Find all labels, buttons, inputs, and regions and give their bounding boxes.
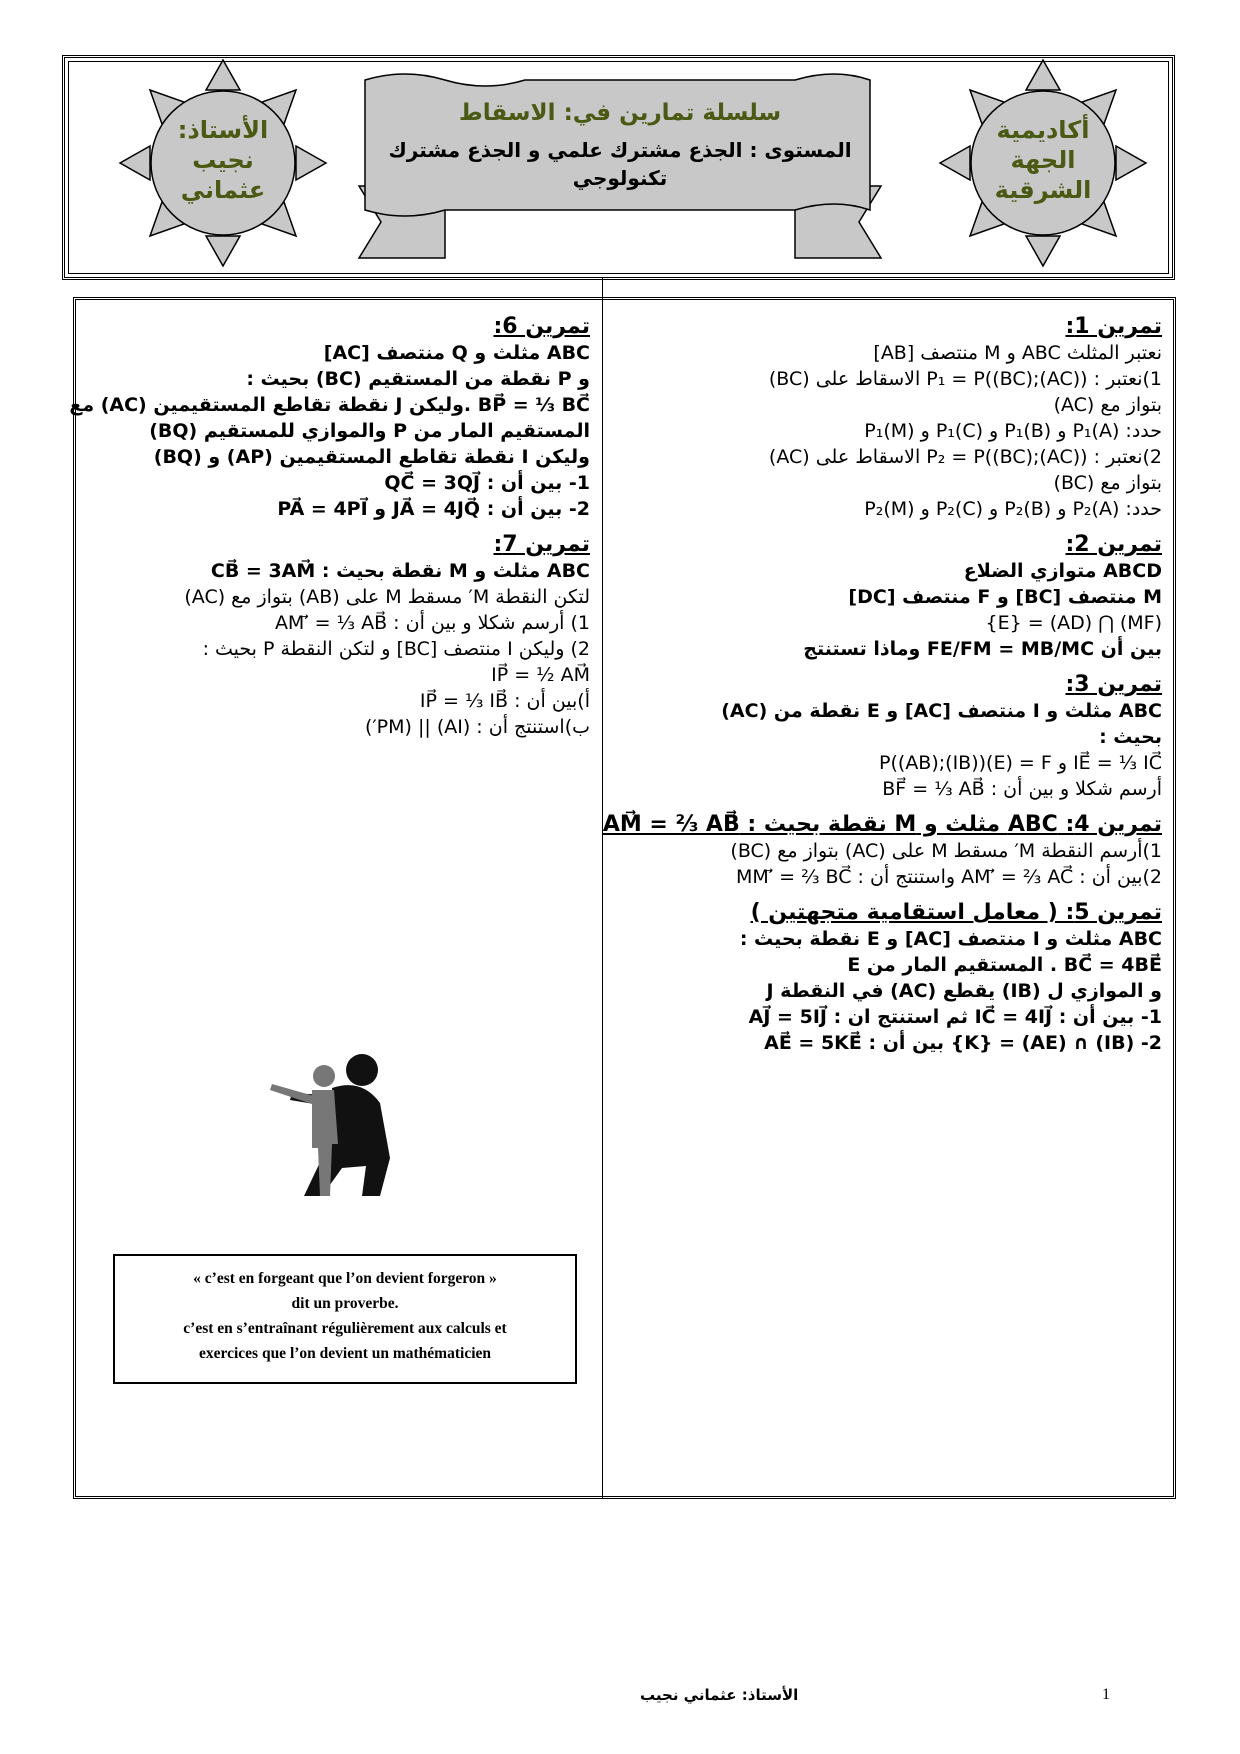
teacher-child-silhouette [262,1048,422,1198]
exercise-line: وليكن I نقطة تقاطع المستقيمين (AP) و (BQ) [153,446,590,468]
exercise-line: بحيث : [1099,726,1162,748]
exercise-line: ABC مثلث و I منتصف [AC] و E نقطة بحيث : [739,928,1162,950]
exercise-line: و الموازي ل (IB) يقطع (AC) في النقطة J [766,980,1162,1002]
badge-ray [1026,60,1060,90]
exercise-line: ABC مثلث و I منتصف [AC] و E نقطة من (AC) [721,700,1162,722]
exercise-line: بتواز مع (AC) [1053,394,1162,416]
level-line-1: المستوى : الجذع مشترك علمي و الجذع مشترك [388,138,852,162]
exercise-line: نعتبر المثلث ABC و M منتصف [AB] [873,342,1162,364]
proverb-line: « c’est en forgeant que l’on devient forgeron » [193,1270,497,1287]
exercise-line: بين أن FE/FM = MB/MC وماذا تستنتج [803,638,1162,660]
exercise-line: بتواز مع (BC) [1053,472,1162,494]
exercise-line: 2) وليكن I منتصف [BC] و لتكن النقطة P بحيث : [202,638,590,660]
exercise-line: حدد: P₁(A) و P₁(B) و P₁(C) و P₁(M) [864,420,1162,442]
level-line-2: تكنولوجي [572,166,668,190]
exercise-line: 2)نعتبر : P₂ = P((BC);(AC)) الاسقاط على (AC) [768,446,1162,468]
footer-teacher: الأستاذ: عثماني نجيب [640,1686,799,1704]
exercise-line: 1- بين أن : QC⃗ = 3QJ⃗ [384,472,590,494]
badge-ray [1026,236,1060,266]
exercise-line: لتكن النقطة M′ مسقط M على (AB) بتواز مع (AC) [184,586,590,608]
right-column [602,314,1162,1056]
proverb-line: c’est en s’entraînant régulièrement aux calculs et [183,1320,507,1337]
exercise-line: (MF) ⋂ (AD) = {E} [985,612,1162,634]
exercise-line: 1)نعتبر : P₁ = P((BC);(AC)) الاسقاط على (BC) [768,368,1162,390]
exercise-line: و P نقطة من المستقيم (BC) بحيث : [246,368,590,390]
exercise-heading: تمرين 1: [1065,314,1162,339]
academy-badge-text: أكاديمية الجهة الشرقية [994,116,1092,204]
exercise-line: 2)بين أن : AM′⃗ = ⅔ AC⃗ واستنتج أن : MM′⃗ = ⅔ BC⃗ [735,866,1162,888]
exercise-line: المستقيم المار من P والموازي للمستقيم (BQ) [149,420,590,442]
exercise-line: أ)بين أن : IP⃗ = ⅓ IB⃗ [419,690,590,712]
exercise-heading: تمرين 4: ABC مثلث و M نقطة بحيث : AM⃗ = ⅔ AB⃗ [602,812,1162,837]
exercise-line: 1)أرسم النقطة M′ مسقط M على (AC) بتواز مع (BC) [730,840,1162,862]
proverb-line: dit un proverbe. [291,1295,399,1312]
exercise-line: IP⃗ = ½ AM⃗ [491,664,590,686]
exercise-line: ب)استنتج أن : (AI) || (PM′) [364,716,590,738]
teacher-badge-text: الأستاذ: نجيب عثماني [177,116,269,204]
exercise-line: 1) أرسم شكلا و بين أن : AM′⃗ = ⅓ AB⃗ [274,612,590,634]
proverb-box [113,1254,577,1384]
series-title: سلسلة تمارين في: الاسقاط [458,100,782,126]
exercise-line: M منتصف [BC] و F منتصف [DC] [848,586,1162,608]
exercise-line: ABC مثلث و M نقطة بحيث : CB⃗ = 3AM⃗ [210,560,590,582]
exercise-line: BC⃗ = 4BE⃗ . المستقيم المار من E [847,954,1162,976]
exercise-line: 2- بين أن : JA⃗ = 4JQ⃗ و PA⃗ = 4PI⃗ [277,498,590,520]
exercise-line: حدد: P₂(A) و P₂(B) و P₂(C) و P₂(M) [864,498,1162,520]
exercise-line: 2- (IB) ∩ (AE) = {K} بين أن : AE⃗ = 5KE⃗ [764,1032,1162,1054]
exercise-heading: تمرين 2: [1065,532,1162,557]
exercise-line: أرسم شكلا و بين أن : BF⃗ = ⅓ AB⃗ [882,778,1162,800]
page-number: 1 [1102,1686,1110,1703]
badge-ray [206,236,240,266]
exercise-line: BP⃗ = ⅓ BC⃗ .وليكن J نقطة تقاطع المستقيمين (AC) مع [69,394,590,416]
column-divider [602,278,603,1499]
exercise-heading: تمرين 7: [493,532,590,557]
exercise-heading: تمرين 6: [493,314,590,339]
proverb-line: exercices que l’on devient un mathématicien [198,1345,492,1362]
exercise-line: ABC مثلث و Q منتصف [AC] [323,342,590,364]
badge-ray [206,60,240,90]
exercise-line: IE⃗ = ⅓ IC⃗ و P((AB);(IB))(E) = F [879,752,1162,774]
exercise-heading: تمرين 5: ( معامل استقامية متجهتين ) [750,900,1162,925]
exercise-heading: تمرين 3: [1065,672,1162,697]
left-column [69,314,590,740]
exercise-line: 1- بين أن : IC⃗ = 4IJ⃗ ثم استنتج ان : AJ⃗ = 5IJ⃗ [748,1006,1162,1028]
exercise-line: ABCD متوازي الضلاع [963,560,1162,582]
